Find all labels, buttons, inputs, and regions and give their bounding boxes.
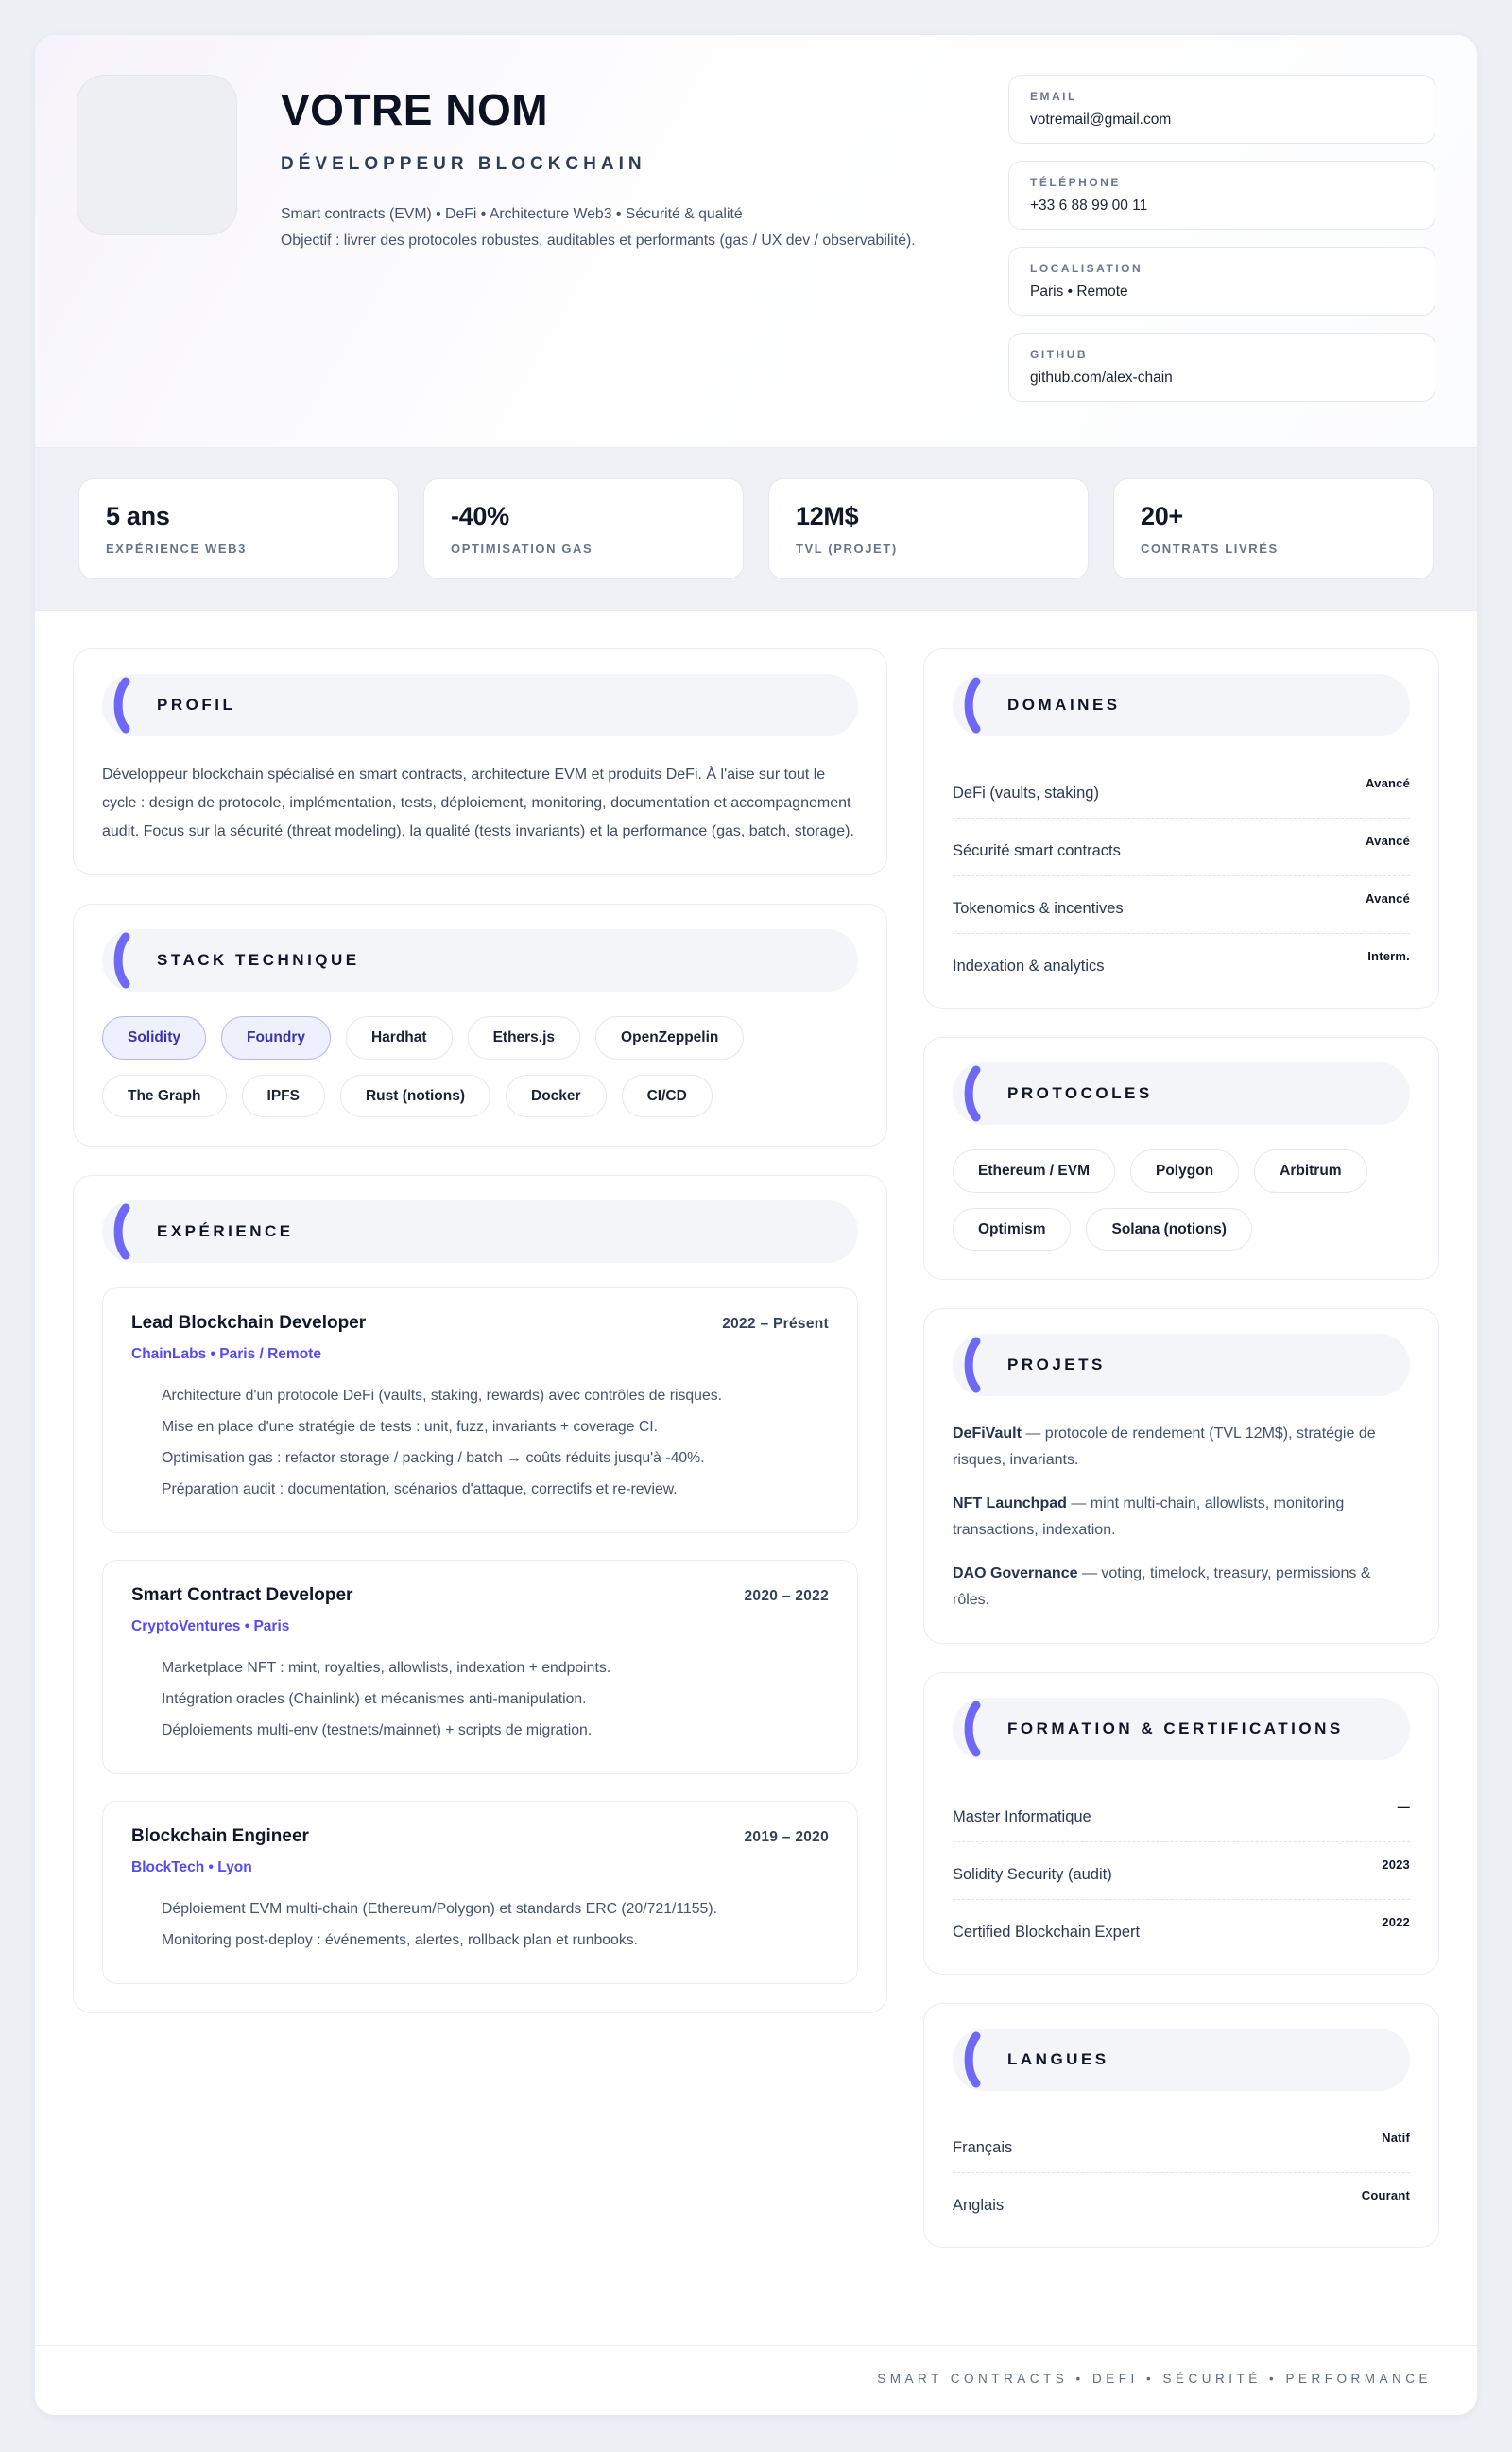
job-bullet: Architecture d'un protocole DeFi (vaults, staking, rewards) avec contrôles de risques. bbox=[162, 1388, 723, 1405]
section-header-langues bbox=[953, 2029, 1410, 2091]
job-bullet-list bbox=[131, 1382, 829, 1504]
section-profil bbox=[73, 648, 887, 875]
job-title: Blockchain Engineer bbox=[131, 1826, 309, 1847]
contact-label: LOCALISATION bbox=[1030, 262, 1143, 275]
project-item-dao-governance bbox=[953, 1561, 1410, 1613]
domain-row bbox=[953, 761, 1410, 818]
stack-chip-solidity: Solidity bbox=[102, 1016, 206, 1060]
domain-label: Indexation & analytics bbox=[953, 958, 1105, 975]
section-langues bbox=[923, 2003, 1439, 2248]
project-name: NFT Launchpad bbox=[953, 1495, 1067, 1512]
section-title: PROTOCOLES bbox=[1007, 1084, 1153, 1102]
job-company: BlockTech • Lyon bbox=[131, 1859, 252, 1876]
job-bullet: Déploiements multi-env (testnets/mainnet) + scripts de migration. bbox=[162, 1722, 593, 1739]
domain-label: Sécurité smart contracts bbox=[953, 842, 1121, 859]
section-projets bbox=[923, 1308, 1439, 1644]
protocol-chip-solana: Solana (notions) bbox=[1086, 1208, 1251, 1252]
domain-row bbox=[953, 933, 1410, 979]
stat-label: TVL (PROJET) bbox=[796, 542, 898, 556]
job-bullet: Mise en place d'une stratégie de tests : unit, fuzz, invariants + coverage CI. bbox=[162, 1419, 659, 1436]
year-badge: 2022 bbox=[1382, 1915, 1410, 1930]
contact-value: github.com/alex-chain bbox=[1030, 370, 1173, 386]
protocol-chip-arbitrum: Arbitrum bbox=[1254, 1149, 1366, 1193]
level-badge: Interm. bbox=[1367, 949, 1410, 963]
stat-card-contracts bbox=[1113, 478, 1434, 579]
level-badge: Courant bbox=[1361, 2188, 1410, 2203]
contact-list bbox=[1008, 75, 1435, 402]
left-column bbox=[73, 648, 887, 2013]
job-header bbox=[131, 1826, 829, 1847]
domain-label: DeFi (vaults, staking) bbox=[953, 785, 1099, 802]
stack-chip-ipfs: IPFS bbox=[242, 1075, 325, 1118]
contact-value: votremail@gmail.com bbox=[1030, 112, 1172, 128]
right-column bbox=[923, 648, 1439, 2248]
year-badge: 2023 bbox=[1382, 1857, 1410, 1873]
level-badge: Avancé bbox=[1366, 891, 1410, 906]
section-title: LANGUES bbox=[1007, 2050, 1109, 2069]
section-header-protocoles bbox=[953, 1062, 1410, 1125]
level-badge: Avancé bbox=[1366, 834, 1410, 848]
job-header bbox=[131, 1585, 829, 1606]
contact-label: GITHUB bbox=[1030, 348, 1088, 361]
footer bbox=[35, 2345, 1477, 2415]
identity-block bbox=[281, 75, 916, 402]
job-card-lead-blockchain-developer bbox=[102, 1287, 858, 1533]
job-bullet: Marketplace NFT : mint, royalties, allowlists, indexation + endpoints. bbox=[162, 1660, 611, 1677]
footer-tagline: SMART CONTRACTS • DEFI • SÉCURITÉ • PERFORMANCE bbox=[877, 2372, 1432, 2386]
contact-card-location bbox=[1008, 247, 1435, 316]
section-protocoles bbox=[923, 1037, 1439, 1280]
language-label: Anglais bbox=[953, 2197, 1005, 2215]
stats-band bbox=[35, 448, 1477, 611]
section-stack bbox=[73, 904, 887, 1147]
cv-card bbox=[34, 34, 1478, 2416]
stack-chip-docker: Docker bbox=[506, 1075, 607, 1118]
contact-card-email bbox=[1008, 75, 1435, 144]
section-domaines bbox=[923, 648, 1439, 1009]
year-badge: — bbox=[1397, 1800, 1410, 1815]
formation-row bbox=[953, 1785, 1410, 1841]
language-list bbox=[953, 2115, 1410, 2219]
job-company: ChainLabs • Paris / Remote bbox=[131, 1346, 321, 1363]
project-desc: — voting, timelock, treasury, permissions & rôles. bbox=[953, 1565, 1371, 1608]
accent-paren-icon bbox=[110, 1203, 130, 1260]
contact-value: Paris • Remote bbox=[1030, 284, 1128, 300]
project-name: DeFiVault bbox=[953, 1425, 1022, 1442]
job-bullet-list bbox=[131, 1654, 829, 1745]
domain-row bbox=[953, 818, 1410, 875]
profil-text: Développeur blockchain spécialisé en smart contracts, architecture EVM et produits DeFi. À l'aise sur tout le cycle : design de protocole, implémentation, tests, déploiement, monitoring, documentation et accompagnement audit. Focus sur la sécurité (threat modeling), la qualité (tests invariants) et la performance (gas, batch, storage). bbox=[102, 767, 854, 840]
job-period: 2022 – Présent bbox=[722, 1316, 829, 1333]
stack-chip-openzeppelin: OpenZeppelin bbox=[595, 1016, 744, 1060]
stack-chip-hardhat: Hardhat bbox=[346, 1016, 453, 1060]
accent-paren-icon bbox=[960, 1065, 981, 1122]
section-header-domaines bbox=[953, 674, 1410, 736]
project-desc: — protocole de rendement (TVL 12M$), stratégie de risques, invariants. bbox=[953, 1425, 1376, 1468]
section-formation bbox=[923, 1672, 1439, 1975]
section-header-profil bbox=[102, 674, 858, 736]
protocol-chip-list bbox=[953, 1149, 1410, 1251]
job-bullet: Monitoring post-deploy : événements, alertes, rollback plan et runbooks. bbox=[162, 1932, 639, 1949]
job-title: Smart Contract Developer bbox=[131, 1585, 353, 1606]
stat-card-gas bbox=[423, 478, 744, 579]
language-label: Français bbox=[953, 2139, 1013, 2157]
job-bullet: Intégration oracles (Chainlink) et mécanismes anti-manipulation. bbox=[162, 1691, 587, 1708]
domain-label: Tokenomics & incentives bbox=[953, 900, 1124, 917]
job-title: Lead Blockchain Developer bbox=[131, 1313, 367, 1334]
section-title: EXPÉRIENCE bbox=[157, 1222, 294, 1241]
job-bullet-list bbox=[131, 1895, 829, 1955]
protocol-chip-ethereum-evm: Ethereum / EVM bbox=[953, 1149, 1115, 1193]
stat-value: -40% bbox=[451, 502, 509, 530]
job-bullet: Optimisation gas : refactor storage / packing / batch → coûts réduits jusqu'à -40%. bbox=[162, 1450, 705, 1467]
section-experience bbox=[73, 1175, 887, 2013]
contact-label: TÉLÉPHONE bbox=[1030, 176, 1121, 189]
stack-chip-cicd: CI/CD bbox=[622, 1075, 713, 1118]
stack-chip-rust: Rust (notions) bbox=[340, 1075, 490, 1118]
project-item-defivault bbox=[953, 1421, 1410, 1473]
accent-paren-icon bbox=[110, 677, 130, 734]
project-name: DAO Governance bbox=[953, 1565, 1078, 1582]
stat-card-experience bbox=[78, 478, 399, 579]
accent-paren-icon bbox=[110, 932, 130, 989]
role-title: DÉVELOPPEUR BLOCKCHAIN bbox=[281, 154, 646, 174]
job-period: 2020 – 2022 bbox=[744, 1588, 829, 1605]
job-period: 2019 – 2020 bbox=[744, 1829, 829, 1846]
header bbox=[35, 35, 1477, 448]
language-row bbox=[953, 2172, 1410, 2219]
accent-paren-icon bbox=[960, 677, 981, 734]
stat-value: 12M$ bbox=[796, 502, 859, 530]
section-header-formation bbox=[953, 1698, 1410, 1760]
formation-label: Certified Blockchain Expert bbox=[953, 1924, 1141, 1942]
domain-row bbox=[953, 875, 1410, 933]
section-title: PROJETS bbox=[1007, 1356, 1106, 1373]
summary-line-2: Objectif : livrer des protocoles robustes, auditables et performants (gas / UX dev / observabilité). bbox=[281, 233, 916, 250]
stat-value: 20+ bbox=[1141, 502, 1183, 530]
language-row bbox=[953, 2115, 1410, 2172]
summary-text bbox=[281, 201, 916, 255]
job-bullet: Préparation audit : documentation, scénarios d'attaque, correctifs et re-review. bbox=[162, 1481, 678, 1498]
stat-label: EXPÉRIENCE WEB3 bbox=[106, 542, 247, 556]
stat-value: 5 ans bbox=[106, 502, 170, 530]
section-header-experience bbox=[102, 1200, 858, 1263]
stack-chip-thegraph: The Graph bbox=[102, 1075, 227, 1118]
project-item-nft-launchpad bbox=[953, 1491, 1410, 1543]
stack-chip-ethersjs: Ethers.js bbox=[468, 1016, 580, 1060]
project-desc: — mint multi-chain, allowlists, monitoring transactions, indexation. bbox=[953, 1495, 1345, 1538]
stack-chip-list bbox=[102, 1016, 858, 1117]
contact-value: +33 6 88 99 00 11 bbox=[1030, 198, 1148, 214]
job-bullet: Déploiement EVM multi-chain (Ethereum/Polygon) et standards ERC (20/721/1155). bbox=[162, 1901, 717, 1918]
section-title: STACK TECHNIQUE bbox=[157, 951, 360, 970]
section-title: FORMATION & CERTIFICATIONS bbox=[1007, 1719, 1344, 1738]
section-header-stack bbox=[102, 929, 858, 992]
contact-card-phone bbox=[1008, 161, 1435, 230]
accent-paren-icon bbox=[960, 1337, 981, 1393]
protocol-chip-polygon: Polygon bbox=[1130, 1149, 1239, 1193]
section-header-projets bbox=[953, 1334, 1410, 1396]
formation-row bbox=[953, 1899, 1410, 1945]
job-card-smart-contract-developer bbox=[102, 1560, 858, 1774]
formation-list bbox=[953, 1785, 1410, 1945]
job-header bbox=[131, 1313, 829, 1334]
job-company: CryptoVentures • Paris bbox=[131, 1618, 290, 1635]
section-title: DOMAINES bbox=[1007, 696, 1121, 714]
level-badge: Avancé bbox=[1366, 776, 1410, 790]
main-content bbox=[35, 611, 1477, 2291]
stat-label: OPTIMISATION GAS bbox=[451, 542, 593, 556]
formation-label: Master Informatique bbox=[953, 1808, 1091, 1826]
protocol-chip-optimism: Optimism bbox=[953, 1208, 1071, 1252]
stat-label: CONTRATS LIVRÉS bbox=[1141, 542, 1279, 556]
domain-list bbox=[953, 761, 1410, 979]
accent-paren-icon bbox=[960, 2031, 981, 2088]
contact-label: EMAIL bbox=[1030, 90, 1077, 103]
summary-line-1: Smart contracts (EVM) • DeFi • Architecture Web3 • Sécurité & qualité bbox=[281, 206, 743, 222]
level-badge: Natif bbox=[1382, 2131, 1410, 2146]
formation-row bbox=[953, 1841, 1410, 1899]
formation-label: Solidity Security (audit) bbox=[953, 1866, 1112, 1884]
accent-paren-icon bbox=[960, 1701, 981, 1757]
contact-card-github bbox=[1008, 333, 1435, 402]
stack-chip-foundry: Foundry bbox=[221, 1016, 331, 1060]
avatar bbox=[77, 75, 237, 235]
job-card-blockchain-engineer bbox=[102, 1801, 858, 1984]
stat-card-tvl bbox=[768, 478, 1089, 579]
section-title: PROFIL bbox=[157, 696, 236, 714]
page-title: VOTRE NOM bbox=[281, 85, 549, 134]
